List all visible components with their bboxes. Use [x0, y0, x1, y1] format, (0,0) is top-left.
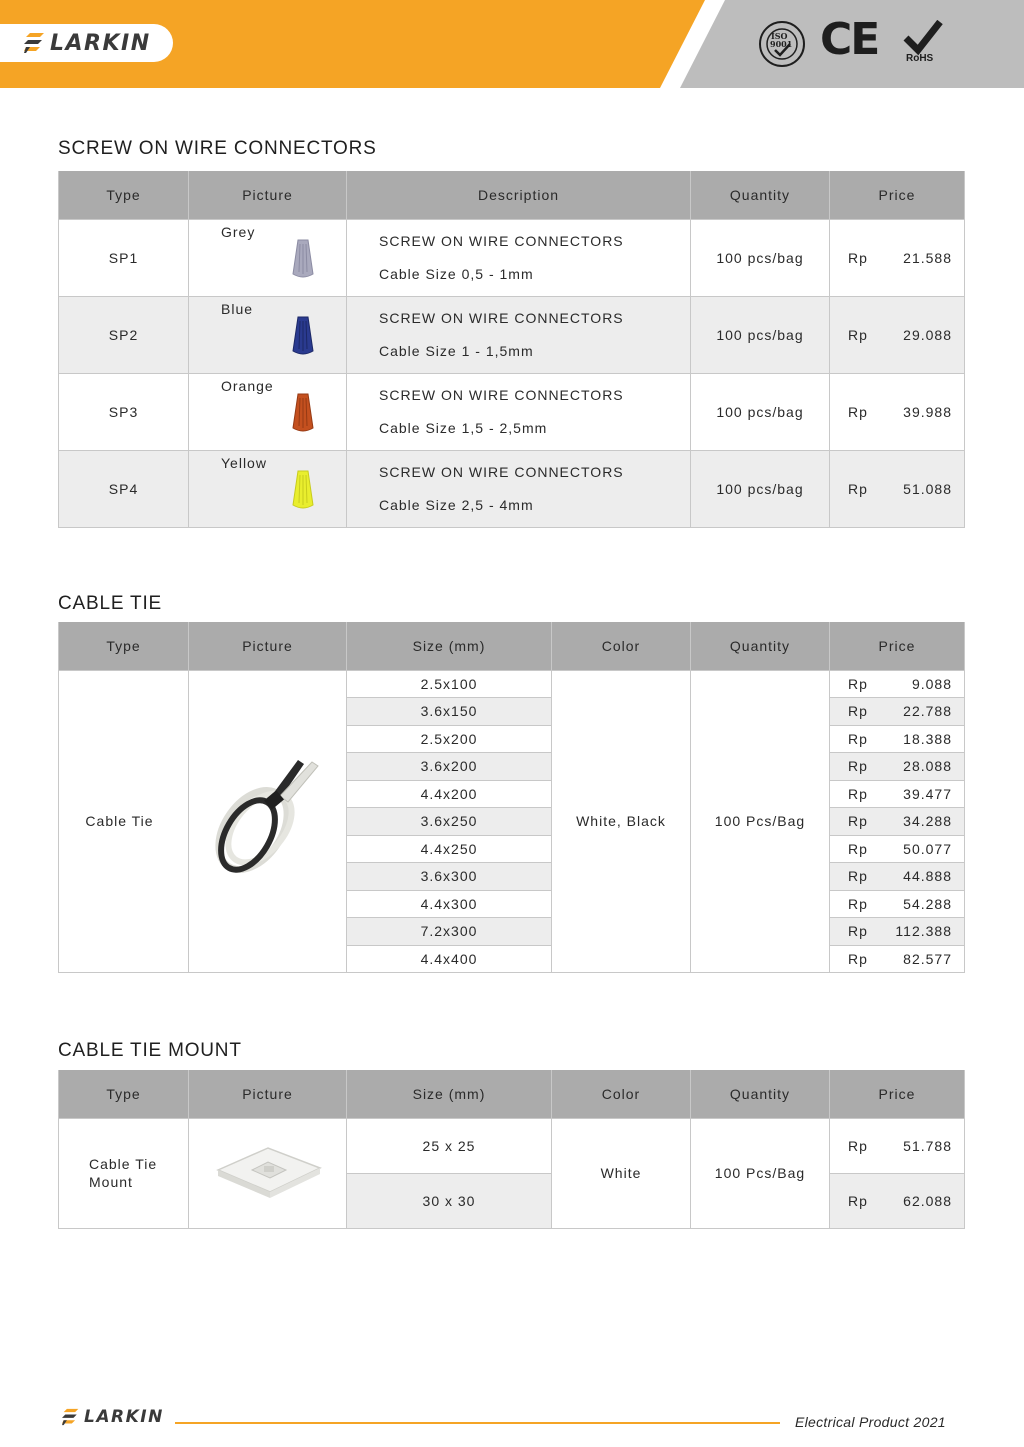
- currency: Rp: [848, 675, 868, 692]
- price-cell: [830, 296, 965, 373]
- price-cell: [830, 373, 965, 450]
- picture-cell: [189, 373, 347, 450]
- color-cell: White: [552, 1118, 691, 1228]
- picture-cell: [189, 450, 347, 527]
- table-header-row: [59, 171, 965, 219]
- col-header-price: Price: [830, 1070, 965, 1118]
- table-row: [59, 1118, 965, 1173]
- col-header-price: Price: [830, 171, 965, 219]
- description-cell: [347, 219, 691, 296]
- price-value: 62.088: [903, 1192, 952, 1209]
- price-cell: [830, 219, 965, 296]
- price-cell: [830, 835, 965, 863]
- picture-cell: [189, 296, 347, 373]
- price-value: 22.788: [903, 703, 952, 720]
- price-value: 29.088: [903, 326, 952, 343]
- currency: Rp: [848, 480, 868, 497]
- size-cell: 2.5x100: [347, 670, 552, 698]
- table-header-row: [59, 622, 965, 670]
- yellow-connector-icon: [289, 469, 317, 511]
- price-cell: [830, 890, 965, 918]
- price-value: 39.477: [903, 785, 952, 802]
- table-row: [59, 670, 965, 698]
- currency: Rp: [848, 950, 868, 967]
- currency: Rp: [848, 1192, 868, 1209]
- price-value: 82.577: [903, 950, 952, 967]
- size-cell: 25 x 25: [347, 1118, 552, 1173]
- price-cell: [830, 670, 965, 698]
- table-row: [59, 296, 965, 373]
- description-title: SCREW ON WIRE CONNECTORS: [379, 232, 624, 249]
- type-line-1: Cable Tie: [89, 1156, 158, 1172]
- currency: Rp: [848, 249, 868, 266]
- size-cell: 4.4x250: [347, 835, 552, 863]
- quantity-cell: 100 Pcs/Bag: [691, 670, 830, 973]
- description-title: SCREW ON WIRE CONNECTORS: [379, 386, 624, 403]
- table-row: [59, 219, 965, 296]
- price-value: 44.888: [903, 868, 952, 885]
- price-cell: [830, 450, 965, 527]
- screw-connector-table: [58, 171, 965, 528]
- type-cell: SP3: [59, 373, 189, 450]
- table-header-row: [59, 1070, 965, 1118]
- description-cell: [347, 296, 691, 373]
- col-header-color: Color: [552, 622, 691, 670]
- footer-caption: Electrical Product 2021: [795, 1414, 946, 1430]
- col-header-type: Type: [59, 1070, 189, 1118]
- rohs-label: RoHS: [906, 53, 934, 64]
- size-cell: 3.6x150: [347, 698, 552, 726]
- description-size: Cable Size 1,5 - 2,5mm: [379, 419, 548, 436]
- col-header-price: Price: [830, 622, 965, 670]
- price-value: 9.088: [911, 675, 952, 692]
- price-cell: [830, 698, 965, 726]
- col-header-color: Color: [552, 1070, 691, 1118]
- size-cell: 4.4x400: [347, 945, 552, 973]
- price-cell: [830, 945, 965, 973]
- cable-tie-table: [58, 622, 965, 973]
- currency: Rp: [848, 868, 868, 885]
- price-cell: [830, 1118, 965, 1173]
- col-header-description: Description: [347, 171, 691, 219]
- price-cell: [830, 918, 965, 946]
- color-label: Blue: [221, 300, 254, 317]
- type-cell: SP4: [59, 450, 189, 527]
- size-cell: 3.6x250: [347, 808, 552, 836]
- color-label: Orange: [221, 377, 274, 394]
- footer-divider: [175, 1422, 780, 1424]
- screw-section-title: SCREW ON WIRE CONNECTORS: [58, 138, 377, 159]
- currency: Rp: [848, 840, 868, 857]
- table-row: [59, 450, 965, 527]
- price-value: 51.088: [903, 480, 952, 497]
- quantity-cell: 100 pcs/bag: [691, 219, 830, 296]
- picture-cell: [189, 1118, 347, 1228]
- type-cell: [59, 1118, 189, 1228]
- currency: Rp: [848, 923, 868, 940]
- currency: Rp: [848, 813, 868, 830]
- footer-brand-mark-icon: [62, 1407, 80, 1427]
- price-value: 34.288: [903, 813, 952, 830]
- brand-mark-icon: [24, 31, 46, 55]
- description-size: Cable Size 0,5 - 1mm: [379, 265, 534, 282]
- col-header-picture: Picture: [189, 171, 347, 219]
- cable-tie-image-icon: [208, 750, 328, 890]
- iso-label: ISO: [771, 31, 788, 41]
- description-size: Cable Size 2,5 - 4mm: [379, 496, 534, 513]
- color-label: Grey: [221, 223, 256, 240]
- size-cell: 2.5x200: [347, 725, 552, 753]
- size-cell: 4.4x200: [347, 780, 552, 808]
- picture-cell: [189, 670, 347, 973]
- price-value: 39.988: [903, 403, 952, 420]
- iso-number: 9001: [770, 39, 793, 49]
- col-header-size: Size (mm): [347, 622, 552, 670]
- brand-logo: [0, 24, 173, 62]
- col-header-picture: Picture: [189, 622, 347, 670]
- col-header-quantity: Quantity: [691, 171, 830, 219]
- description-cell: [347, 450, 691, 527]
- price-value: 51.788: [903, 1137, 952, 1154]
- price-value: 18.388: [903, 730, 952, 747]
- certifications: [758, 14, 958, 72]
- col-header-picture: Picture: [189, 1070, 347, 1118]
- footer-brand-name: LARKIN: [84, 1407, 164, 1427]
- currency: Rp: [848, 703, 868, 720]
- description-title: SCREW ON WIRE CONNECTORS: [379, 463, 624, 480]
- price-cell: [830, 863, 965, 891]
- ce-mark: CE: [820, 14, 879, 65]
- cable-tie-mount-image-icon: [208, 1142, 328, 1202]
- quantity-cell: 100 pcs/bag: [691, 450, 830, 527]
- col-header-type: Type: [59, 622, 189, 670]
- price-value: 28.088: [903, 758, 952, 775]
- currency: Rp: [848, 1137, 868, 1154]
- currency: Rp: [848, 730, 868, 747]
- description-cell: [347, 373, 691, 450]
- type-cell: SP2: [59, 296, 189, 373]
- size-cell: 3.6x300: [347, 863, 552, 891]
- size-cell: 3.6x200: [347, 753, 552, 781]
- col-header-quantity: Quantity: [691, 622, 830, 670]
- type-line-2: Mount: [89, 1174, 133, 1190]
- price-value: 50.077: [903, 840, 952, 857]
- mount-section-title: CABLE TIE MOUNT: [58, 1040, 242, 1061]
- quantity-cell: 100 pcs/bag: [691, 373, 830, 450]
- col-header-type: Type: [59, 171, 189, 219]
- quantity-cell: 100 pcs/bag: [691, 296, 830, 373]
- picture-cell: [189, 219, 347, 296]
- type-cell: SP1: [59, 219, 189, 296]
- price-cell: [830, 725, 965, 753]
- table-row: [59, 373, 965, 450]
- currency: Rp: [848, 895, 868, 912]
- currency: Rp: [848, 326, 868, 343]
- orange-connector-icon: [289, 392, 317, 434]
- brand-name: LARKIN: [50, 30, 151, 56]
- cable-tie-section-title: CABLE TIE: [58, 593, 162, 614]
- col-header-quantity: Quantity: [691, 1070, 830, 1118]
- size-cell: 4.4x300: [347, 890, 552, 918]
- quantity-cell: 100 Pcs/Bag: [691, 1118, 830, 1228]
- price-cell: [830, 780, 965, 808]
- cable-tie-mount-table: [58, 1070, 965, 1229]
- col-header-size: Size (mm): [347, 1070, 552, 1118]
- price-cell: [830, 753, 965, 781]
- price-value: 21.588: [903, 249, 952, 266]
- price-cell: [830, 1173, 965, 1228]
- grey-connector-icon: [289, 238, 317, 280]
- description-size: Cable Size 1 - 1,5mm: [379, 342, 534, 359]
- blue-connector-icon: [289, 315, 317, 357]
- size-cell: 30 x 30: [347, 1173, 552, 1228]
- description-title: SCREW ON WIRE CONNECTORS: [379, 309, 624, 326]
- currency: Rp: [848, 403, 868, 420]
- color-cell: White, Black: [552, 670, 691, 973]
- footer-logo: [62, 1407, 164, 1427]
- type-cell: Cable Tie: [59, 670, 189, 973]
- size-cell: 7.2x300: [347, 918, 552, 946]
- price-cell: [830, 808, 965, 836]
- price-value: 54.288: [903, 895, 952, 912]
- color-label: Yellow: [221, 454, 267, 471]
- price-value: 112.388: [895, 923, 952, 940]
- currency: Rp: [848, 758, 868, 775]
- page-header: [0, 0, 1024, 88]
- currency: Rp: [848, 785, 868, 802]
